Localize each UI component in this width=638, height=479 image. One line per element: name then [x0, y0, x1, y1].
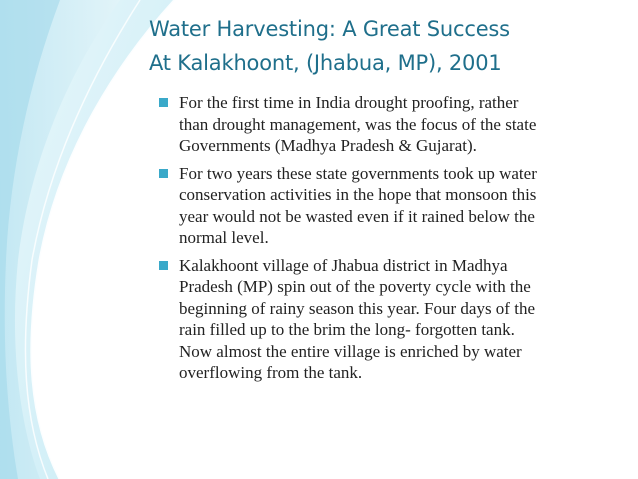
bullet-text-line: rain filled up to the brim the long- forgotten tank. [179, 320, 515, 339]
bullet-item [159, 163, 621, 249]
bullet-text-line: For two years these state governments took up water [179, 163, 537, 183]
bullet-item [159, 255, 621, 384]
bullet-text-line: conservation activities in the hope that monsoon this [179, 185, 537, 204]
bullet-text-line: Pradesh (MP) spin out of the poverty cycle with the [179, 277, 531, 296]
bullet-item [159, 92, 621, 157]
bullet-list [159, 92, 621, 390]
square-bullet-icon [159, 169, 168, 178]
slide-title-line: At Kalakhoont, (Jhabua, MP), 2001 [149, 51, 502, 75]
bullet-text-line: Kalakhoont village of Jhabua district in Madhya [179, 255, 508, 275]
bullet-text-line: than drought management, was the focus of the state [179, 114, 537, 134]
bullet-text-line: year would not be wasted even if it rained below the [179, 206, 535, 226]
bullet-text-line: For the first time in India drought proofing, rather [179, 93, 519, 112]
slide-title [149, 12, 629, 80]
bullet-text-line: Governments (Madhya Pradesh & Gujarat). [179, 136, 477, 155]
square-bullet-icon [159, 261, 168, 270]
square-bullet-icon [159, 98, 168, 107]
bullet-text-line: Now almost the entire village is enriched by water [179, 341, 522, 361]
bullet-text-line: beginning of rainy season this year. Four days of the [179, 298, 535, 318]
bullet-text-line: overflowing from the tank. [179, 363, 363, 382]
slide-title-line: Water Harvesting: A Great Success [149, 17, 510, 41]
bullet-text-line: normal level. [179, 228, 269, 247]
